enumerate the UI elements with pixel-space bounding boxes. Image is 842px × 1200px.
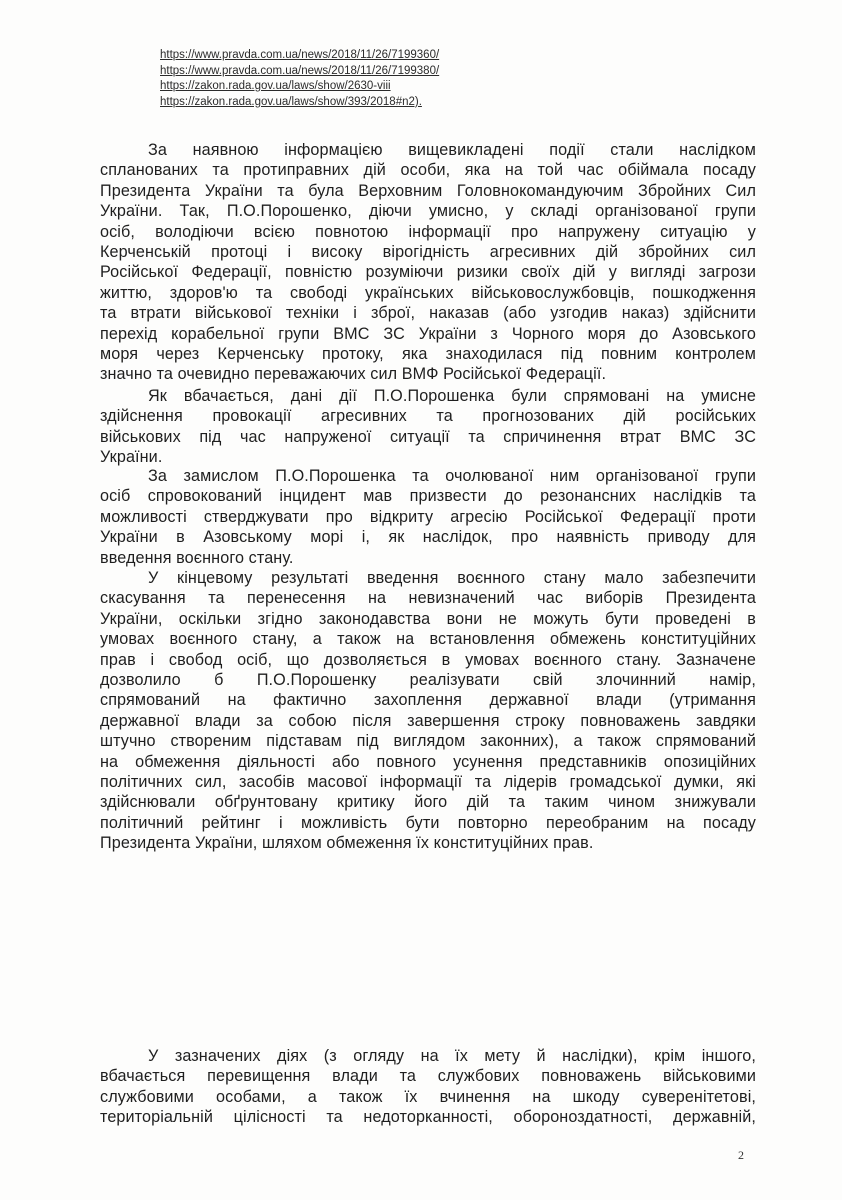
text-line: державної влади за собою після завершення строку повноважень завдяки [100, 711, 756, 730]
text-line: Президента України, шляхом обмеження їх конституційних прав. [100, 834, 594, 853]
text-line: здійснювали обґрунтовану критику його дій та таким чином знижували [100, 793, 756, 812]
text-line: на обмеження діяльності або повного усунення представників опозиційних [100, 752, 756, 771]
reference-links [160, 48, 520, 110]
text-line: України. [100, 448, 163, 467]
text-line: Як вбачається, дані дії П.О.Порошенка були спрямовані на умисне [148, 387, 756, 405]
page-number: 2 [738, 1148, 744, 1162]
text-line: та втрати військової техніки і зброї, наказав (або узгодив наказ) здійснити [100, 304, 756, 323]
text-line: Президента України та була Верховним Головнокомандуючим Збройних Сил [100, 181, 756, 200]
text-line: політичний рейтинг і можливість бути повторно переобраним на посаду [100, 813, 756, 832]
text-line: України, оскільки згідно законодавства вони не можуть бути проведені в [100, 609, 756, 628]
text-line: дозволило б П.О.Порошенку реалізувати свій злочинний намір, [100, 670, 756, 689]
text-line: штучно створеним підставам під виглядом законних), а також спрямований [100, 732, 756, 751]
text-line: За замислом П.О.Порошенка та очолюваної ним організованої групи [148, 467, 756, 485]
text-line: вбачається перевищення влади та службових повноважень військовими [100, 1067, 756, 1086]
text-line: прав і свобод осіб, що дозволяється в умовах воєнного стану. Зазначене [100, 650, 756, 669]
text-line: військових під час напруженої ситуації та спричинення втрат ВМС ЗС [100, 427, 756, 446]
paragraph-1 [100, 140, 756, 385]
reference-link[interactable]: https://zakon.rada.gov.ua/laws/show/2630-viii [160, 80, 391, 92]
text-line: значно та очевидно переважаючих сил ВМФ Російської Федерації. [100, 365, 607, 384]
text-line: Керченській протоці і високу вірогідність агресивних дій збройних сил [100, 242, 756, 261]
text-line: умовах воєнного стану, а також на встановлення обмежень конституційних [100, 630, 756, 649]
text-line: скасування та перенесення на невизначений час виборів Президента [100, 589, 756, 608]
text-line: можливості стверджувати про відкриту агресію Російської Федерації проти [100, 507, 756, 526]
text-line: У зазначених діях (з огляду на їх мету й наслідки), крім іншого, [148, 1047, 756, 1065]
text-line: осіб, володіючи всією повнотою інформації про напружену ситуацію у [100, 222, 756, 241]
paragraph-2 [100, 386, 756, 468]
paragraph-5 [100, 1046, 756, 1128]
text-line: Російської Федерації, повністю розуміючи ризики своїх дій у вигляді загрози [100, 263, 756, 282]
text-line: моря через Керченську протоку, яка знаходилася під повним контролем [100, 344, 756, 363]
text-line: України. Так, П.О.Порошенко, діючи умисно, у складі організованої групи [100, 202, 756, 221]
text-line: політичних сил, засобів масової інформації та лідерів громадської думки, які [100, 772, 756, 791]
reference-link[interactable]: https://zakon.rada.gov.ua/laws/show/393/2018#n2). [160, 95, 422, 108]
text-line: За наявною інформацією вищевикладені події стали наслідком [148, 141, 756, 159]
reference-link[interactable]: https://www.pravda.com.ua/news/2018/11/26/7199360/ [160, 49, 440, 61]
text-line: У кінцевому результаті введення воєнного стану мало забезпечити [148, 569, 756, 587]
text-line: перехід корабельної групи ВМС ЗС України з Чорного моря до Азовського [100, 324, 756, 343]
paragraph-3 [100, 466, 756, 568]
text-line: службовими особами, а також їх вчинення на шкоду суверенітетові, [100, 1087, 756, 1106]
text-line: територіальній цілісності та недоторканності, обороноздатності, державній, [100, 1108, 756, 1127]
text-line: здійснення провокації агресивних та прогнозованих дій російських [100, 407, 756, 426]
text-line: спланованих та протиправних дій особи, яка на той час обіймала посаду [100, 161, 756, 180]
text-line: осіб спровокований інцидент мав призвести до резонансних наслідків та [100, 487, 756, 506]
text-line: життю, здоров'ю та свободі українських військовослужбовців, пошкодження [100, 283, 756, 302]
reference-link[interactable]: https://www.pravda.com.ua/news/2018/11/26/7199380/ [160, 64, 440, 77]
paragraph-4 [100, 568, 756, 853]
text-line: України в Азовському морі і, як наслідок, про наявність приводу для [100, 528, 756, 547]
text-line: спрямований на фактично захоплення державної влади (утримання [100, 691, 756, 710]
text-line: введення воєнного стану. [100, 548, 294, 567]
